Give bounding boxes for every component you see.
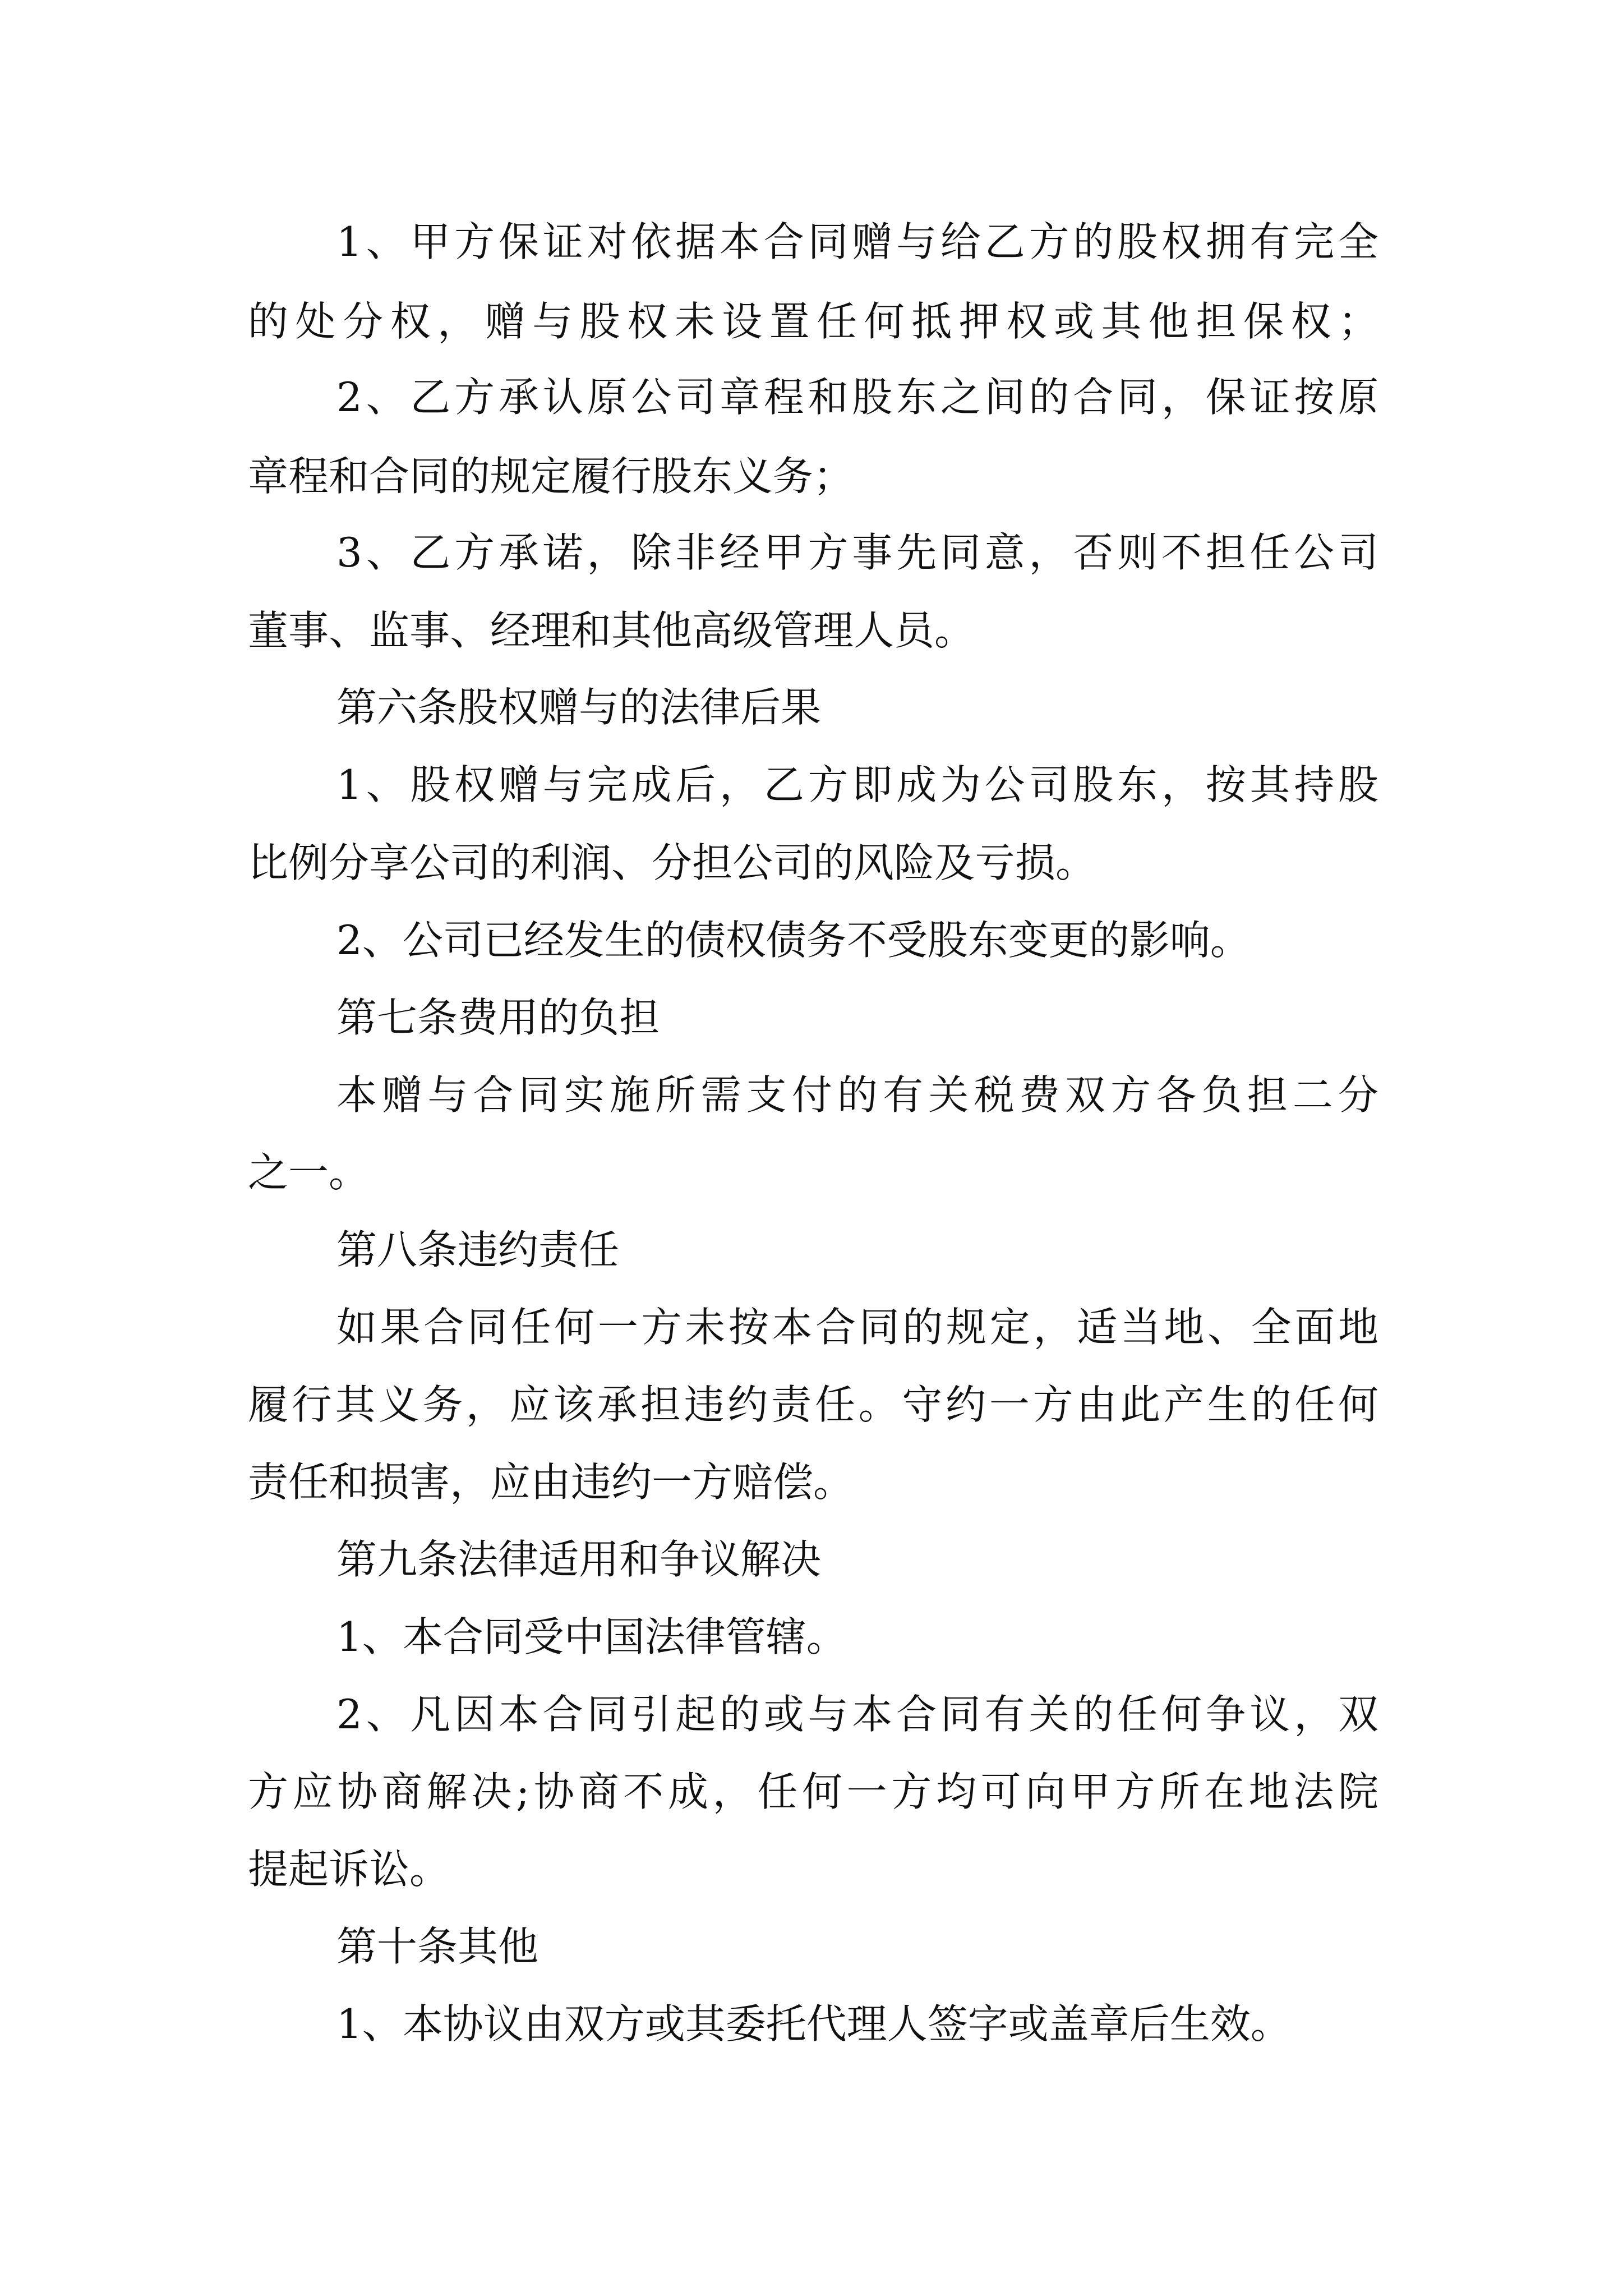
clause-9-item-1: 1、本合同受中国法律管辖。 bbox=[336, 1613, 847, 1660]
clause-6-heading: 第六条股权赠与的法律后果 bbox=[336, 684, 822, 731]
clause-8-heading: 第八条违约责任 bbox=[336, 1226, 620, 1273]
clause-6-item-1-line-1: 1、股权赠与完成后，乙方即成为公司股东，按其持股 bbox=[336, 761, 1378, 808]
clause-5-item-1-line-1: 1、甲方保证对依据本合同赠与给乙方的股权拥有完全 bbox=[336, 218, 1378, 265]
clause-6-item-1-line-2: 比例分享公司的利润、分担公司的风险及亏损。 bbox=[248, 839, 1096, 886]
clause-5-item-3-line-1: 3、乙方承诺，除非经甲方事先同意，否则不担任公司 bbox=[336, 529, 1378, 576]
clause-9-item-2-line-1: 2、凡因本合同引起的或与本合同有关的任何争议，双 bbox=[336, 1691, 1378, 1738]
clause-8-body-line-2: 履行其义务，应该承担违约责任。守约一方由此产生的任何 bbox=[248, 1381, 1378, 1428]
clause-10-item-1: 1、本协议由双方或其委托代理人签字或盖章后生效。 bbox=[336, 2000, 1291, 2047]
clause-8-body-line-1: 如果合同任何一方未按本合同的规定，适当地、全面地 bbox=[336, 1304, 1378, 1351]
clause-9-heading: 第九条法律适用和争议解决 bbox=[336, 1536, 822, 1583]
clause-9-item-2-line-2: 方应协商解决;协商不成，任何一方均可向甲方所在地法院 bbox=[248, 1768, 1378, 1815]
clause-5-item-3-line-2: 董事、监事、经理和其他高级管理人员。 bbox=[248, 607, 975, 654]
clause-7-heading: 第七条费用的负担 bbox=[336, 994, 660, 1041]
clause-6-item-2: 2、公司已经发生的债权债务不受股东变更的影响。 bbox=[336, 917, 1251, 964]
clause-9-item-2-line-3: 提起诉讼。 bbox=[248, 1846, 450, 1893]
clause-5-item-2-line-2: 章程和合同的规定履行股东义务； bbox=[248, 453, 854, 500]
clause-5-item-2-line-1: 2、乙方承认原公司章程和股东之间的合同，保证按原 bbox=[336, 374, 1378, 421]
clause-5-item-1-line-2: 的处分权，赠与股权未设置任何抵押权或其他担保权； bbox=[248, 298, 1378, 345]
clause-8-body-line-3: 责任和损害，应由违约一方赔偿。 bbox=[248, 1458, 854, 1506]
clause-7-body-line-1: 本赠与合同实施所需支付的有关税费双方各负担二分 bbox=[336, 1071, 1378, 1119]
clause-7-body-line-2: 之一。 bbox=[248, 1149, 370, 1196]
clause-10-heading: 第十条其他 bbox=[336, 1923, 539, 1970]
